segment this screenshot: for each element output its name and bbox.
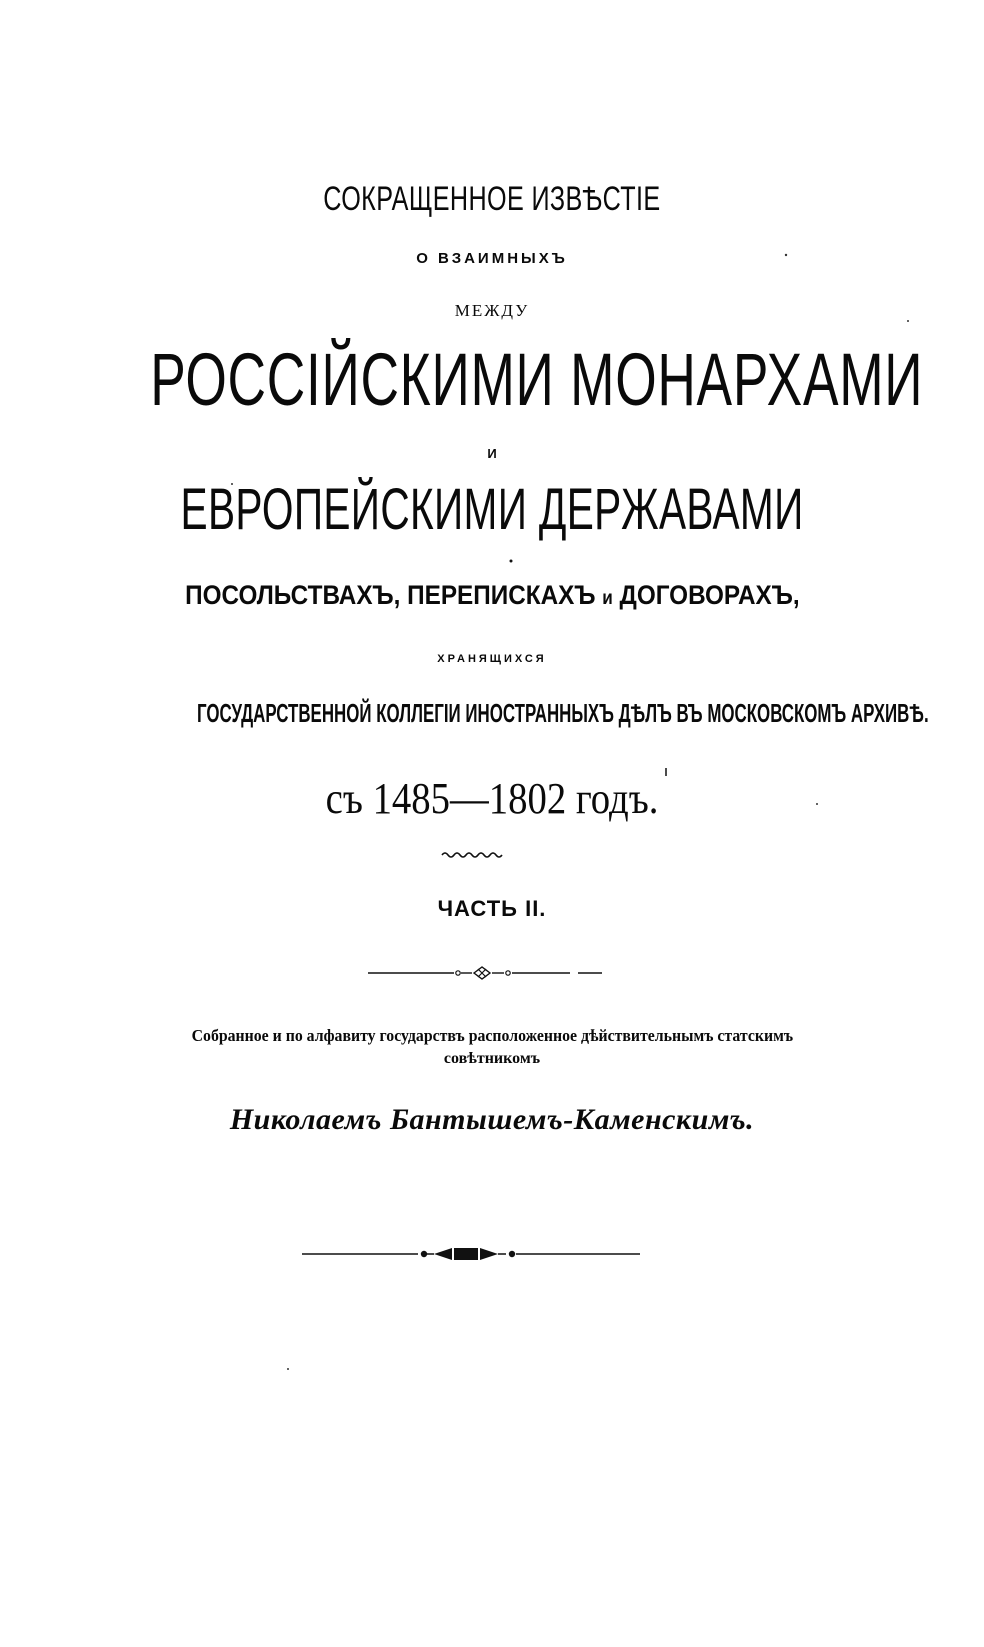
title-line-short-notice <box>0 182 984 216</box>
title-text: ХРАНЯЩИХСЯ <box>437 653 547 665</box>
title-line-part <box>0 898 984 920</box>
title-text: съ 1485—1802 годъ. <box>325 774 659 823</box>
author-name: Николаемъ Бантышемъ-Каменскимъ. <box>229 1103 755 1136</box>
title-line-and <box>0 446 984 462</box>
title-text: ГОСУДАРСТВЕННОЙ КОЛЛЕГІИ ИНОСТРАННЫХЪ ДѢЛЪ ВЪ МОСКОВСКОМЪ АРХИВѢ. <box>197 698 929 728</box>
title-line-years <box>0 774 984 823</box>
title-line-embassies <box>0 582 984 609</box>
title-text: СОКРАЩЕННОЕ ИЗВѢСТІЕ <box>323 180 661 218</box>
title-line-russian-monarchs <box>0 338 984 421</box>
compiler-text: Собранное и по алфавиту государствъ расположенное дѣйствительнымъ статскимъ <box>191 1026 793 1045</box>
compiler-line-2 <box>0 1051 984 1067</box>
title-text: МЕЖДУ <box>454 301 530 320</box>
title-text: ЕВРОПЕЙСКИМИ ДЕРЖАВАМИ <box>180 477 804 542</box>
author-line <box>0 1105 984 1135</box>
title-line-stored <box>0 650 984 666</box>
wavy-rule-icon <box>440 850 504 860</box>
title-line-european-powers <box>0 477 984 542</box>
title-line-between <box>0 302 984 320</box>
title-text: О ВЗАИМНЫХЪ <box>416 250 568 267</box>
embassies-text: ПОСОЛЬСТВАХЪ, ПЕРЕПИСКАХЪ <box>184 580 596 610</box>
conjunction-text: и <box>601 588 613 609</box>
title-text: И <box>487 446 497 461</box>
title-line-mutual <box>0 251 984 267</box>
title-text: РОССІЙСКИМИ МОНАРХАМИ <box>150 338 924 421</box>
compiler-line-1 <box>0 1027 984 1045</box>
bead-arrow-end-rule-icon <box>300 1244 642 1264</box>
treaties-text: ДОГОВОРАХЪ, <box>619 580 800 610</box>
compiler-text: совѣтникомъ <box>443 1050 541 1067</box>
title-text: ЧАСТЬ II. <box>437 896 547 921</box>
title-line-archive <box>0 700 984 726</box>
diamond-knot-divider-icon <box>364 964 608 982</box>
title-text <box>185 582 800 609</box>
